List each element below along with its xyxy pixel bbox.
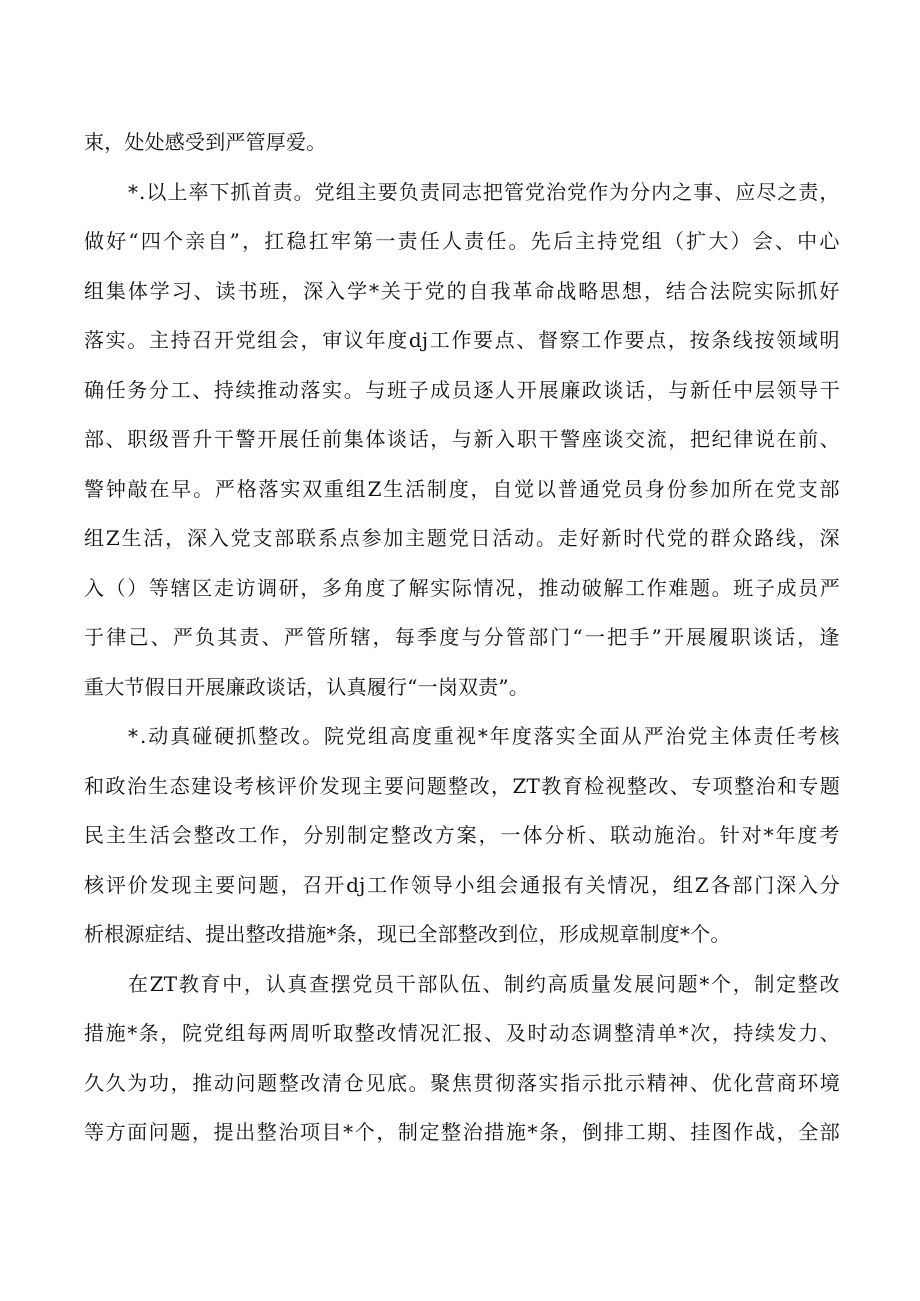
text-line: 做 好 “ 四 个 亲 自 ” ， 扛 稳 扛 牢 第 一 责 任 人 责 任 。 先 后 主 持 党 组 （ 扩 大 ） 会 、 中 心 xyxy=(84,229,840,253)
text-line: 等 方 面 问 题 ， 提 出 整 治 项 目 * 个 ， 制 定 整 治 措 施 * 条 ， 倒 排 工 期 、 挂 图 作 战 ， 全 部 xyxy=(84,1120,840,1144)
text-line: 部 、 职 级 晋 升 干 警 开 展 任 前 集 体 谈 话 ， 与 新 入 职 干 警 座 谈 交 流 ， 把 纪 律 说 在 前 、 xyxy=(84,427,840,451)
text-line: 组 Z 生 活 ， 深 入 党 支 部 联 系 点 参 加 主 题 党 日 活 动 。 走 好 新 时 代 党 的 群 众 路 线 ， 深 xyxy=(84,526,840,550)
text-line: 民 主 生 活 会 整 改 工 作 ， 分 别 制 定 整 改 方 案 ， 一 体 分 析 、 联 动 施 治 。 针 对 * 年 度 考 xyxy=(84,823,840,847)
document-body xyxy=(84,118,840,1158)
text-line: 析根源症结、提出整改措施*条，现已全部整改到位，形成规章制度*个。 xyxy=(84,922,731,946)
text-line: 警 钟 敲 在 早 。 严 格 落 实 双 重 组 Z 生 活 制 度 ， 自 觉 以 普 通 党 员 身 份 参 加 所 在 党 支 部 xyxy=(84,476,840,501)
text-line: 组 集 体 学 习 、 读 书 班 ， 深 入 学 * 关 于 党 的 自 我 革 命 战 略 思 想 ， 结 合 法 院 实 际 抓 好 xyxy=(84,278,840,303)
text-line: 重大节假日开展廉政谈话，认真履行“一岗双责”。 xyxy=(84,674,530,699)
text-line: 于 律 己 、 严 负 其 责 、 严 管 所 辖 ， 每 季 度 与 分 管 部 门 “ 一 把 手 ” 开 展 履 职 谈 话 ， 逢 xyxy=(84,625,840,649)
text-line: 确 任 务 分 工 、 持 续 推 动 落 实 。 与 班 子 成 员 逐 人 开 展 廉 政 谈 话 ， 与 新 任 中 层 领 导 干 xyxy=(84,377,840,402)
paragraph-first-line: 在 ZT 教 育 中 ， 认 真 查 摆 党 员 干 部 队 伍 、 制 约 高 质 量 发 展 问 题 * 个 ， 制 定 整 改 xyxy=(128,971,840,996)
text-line: 核 评 价 发 现 主 要 问 题 ， 召 开 dj 工 作 领 导 小 组 会 通 报 有 关 情 况 ， 组 Z 各 部 门 深 入 分 xyxy=(84,872,840,897)
text-line: 和 政 治 生 态 建 设 考 核 评 价 发 现 主 要 问 题 整 改 ， ZT 教 育 检 视 整 改 、 专 项 整 治 和 专 题 xyxy=(84,773,840,798)
text-line: 束，处处感受到严管厚爱。 xyxy=(84,130,327,154)
text-line: 落 实 。 主 持 召 开 党 组 会 ， 审 议 年 度 dj 工 作 要 点 、 督 察 工 作 要 点 ， 按 条 线 按 领 域 明 xyxy=(84,328,840,352)
text-line: 入 （ ） 等 辖 区 走 访 调 研 ， 多 角 度 了 解 实 际 情 况 ， 推 动 破 解 工 作 难 题 。 班 子 成 员 严 xyxy=(84,575,840,600)
paragraph-first-line: * . 以 上 率 下 抓 首 责 。 党 组 主 要 负 责 同 志 把 管 党 治 党 作 为 分 内 之 事 、 应 尽 之 责 ， xyxy=(128,179,840,204)
text-line: 久 久 为 功 ， 推 动 问 题 整 改 清 仓 见 底 。 聚 焦 贯 彻 落 实 指 示 批 示 精 神 、 优 化 营 商 环 境 xyxy=(84,1070,840,1095)
paragraph-first-line: * . 动 真 碰 硬 抓 整 改 。 院 党 组 高 度 重 视 * 年 度 落 实 全 面 从 严 治 党 主 体 责 任 考 核 xyxy=(128,724,840,748)
text-line: 措 施 * 条 ， 院 党 组 每 两 周 听 取 整 改 情 况 汇 报 、 及 时 动 态 调 整 清 单 * 次 ， 持 续 发 力 、 xyxy=(84,1021,840,1045)
